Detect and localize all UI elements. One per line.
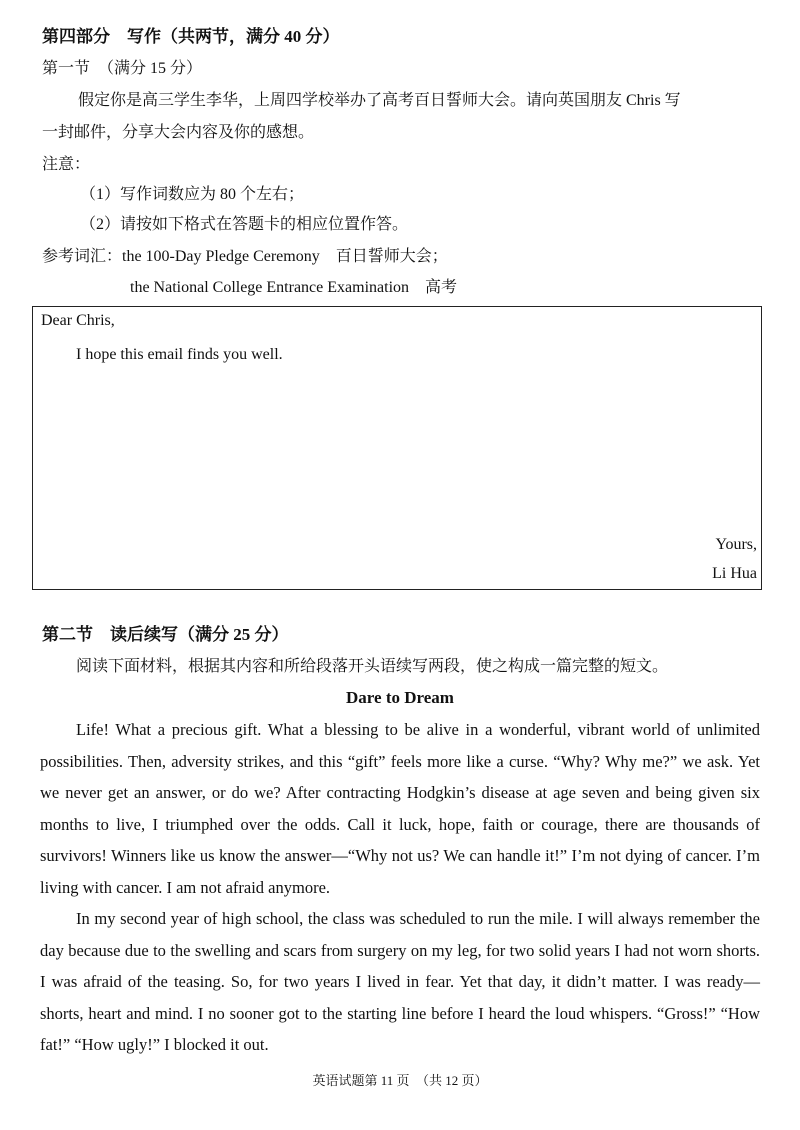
passage-title: Dare to Dream (346, 688, 454, 707)
part4-heading: 第四部分 写作（共两节，满分 40 分） (42, 27, 340, 46)
passage-paragraph-1 (40, 714, 760, 903)
letter-opening: I hope this email finds you well. (76, 346, 283, 363)
prompt-line-2: 一封邮件，分享大会内容及你的感想。 (42, 124, 315, 141)
note-1: （1）写作词数应为 80 个左右； (80, 186, 305, 203)
prompt-line-1: 假定你是高三学生李华，上周四学校举办了高考百日誓师大会。请向英国朋友 Chris 写 (78, 92, 681, 109)
paragraph-1-text: Life! What a precious gift. What a blessing to be alive in a wonderful, vibrant world of unlimited possibilities. Then, adversity strikes, and this “gift” feels more like a curse. “Why? Why me?” we ask. Yet we never get an answer, or do we? After contracting Hodgkin’s disease at age seven and being given six months to live, I triumphed over the odds. Call it luck, hope, faith or courage, there are thousands of survivors! Winners like us know the answer—“Why not us? We can handle it!” I’m not dying of cancer. I’m living with cancer. I am not afraid anymore. (40, 720, 760, 897)
vocab-line-2: the National College Entrance Examination 高考 (130, 279, 458, 296)
vocab-line-1: 参考词汇：the 100-Day Pledge Ceremony 百日誓师大会； (42, 248, 448, 265)
letter-answer-box (32, 306, 762, 590)
passage-paragraph-2 (40, 903, 760, 1061)
paragraph-2-text: In my second year of high school, the class was scheduled to run the mile. I will always remember the day because due to the swelling and scars from surgery on my leg, for two solid years I had not worn shorts. I was afraid of the teasing. So, for two years I lived in fear. Yet that day, it didn’t matter. I was ready—shorts, heart and mind. I no sooner got to the starting line before I heard the loud whispers. “Gross!” “How fat!” “How ugly!” I blocked it out. (40, 909, 760, 1054)
page-footer: 英语试题第 11 页 （共 12 页） (312, 1073, 488, 1088)
section2-instruction: 阅读下面材料，根据其内容和所给段落开头语续写两段，使之构成一篇完整的短文。 (76, 658, 669, 675)
letter-greeting: Dear Chris, (41, 312, 115, 329)
note-2: （2）请按如下格式在答题卡的相应位置作答。 (80, 216, 409, 233)
note-label: 注意： (42, 156, 91, 173)
section2-heading: 第二节 读后续写（满分 25 分） (42, 625, 289, 644)
section1-heading: 第一节 （满分 15 分） (42, 60, 203, 77)
letter-closing: Yours, (715, 536, 757, 553)
letter-signature: Li Hua (712, 565, 757, 582)
